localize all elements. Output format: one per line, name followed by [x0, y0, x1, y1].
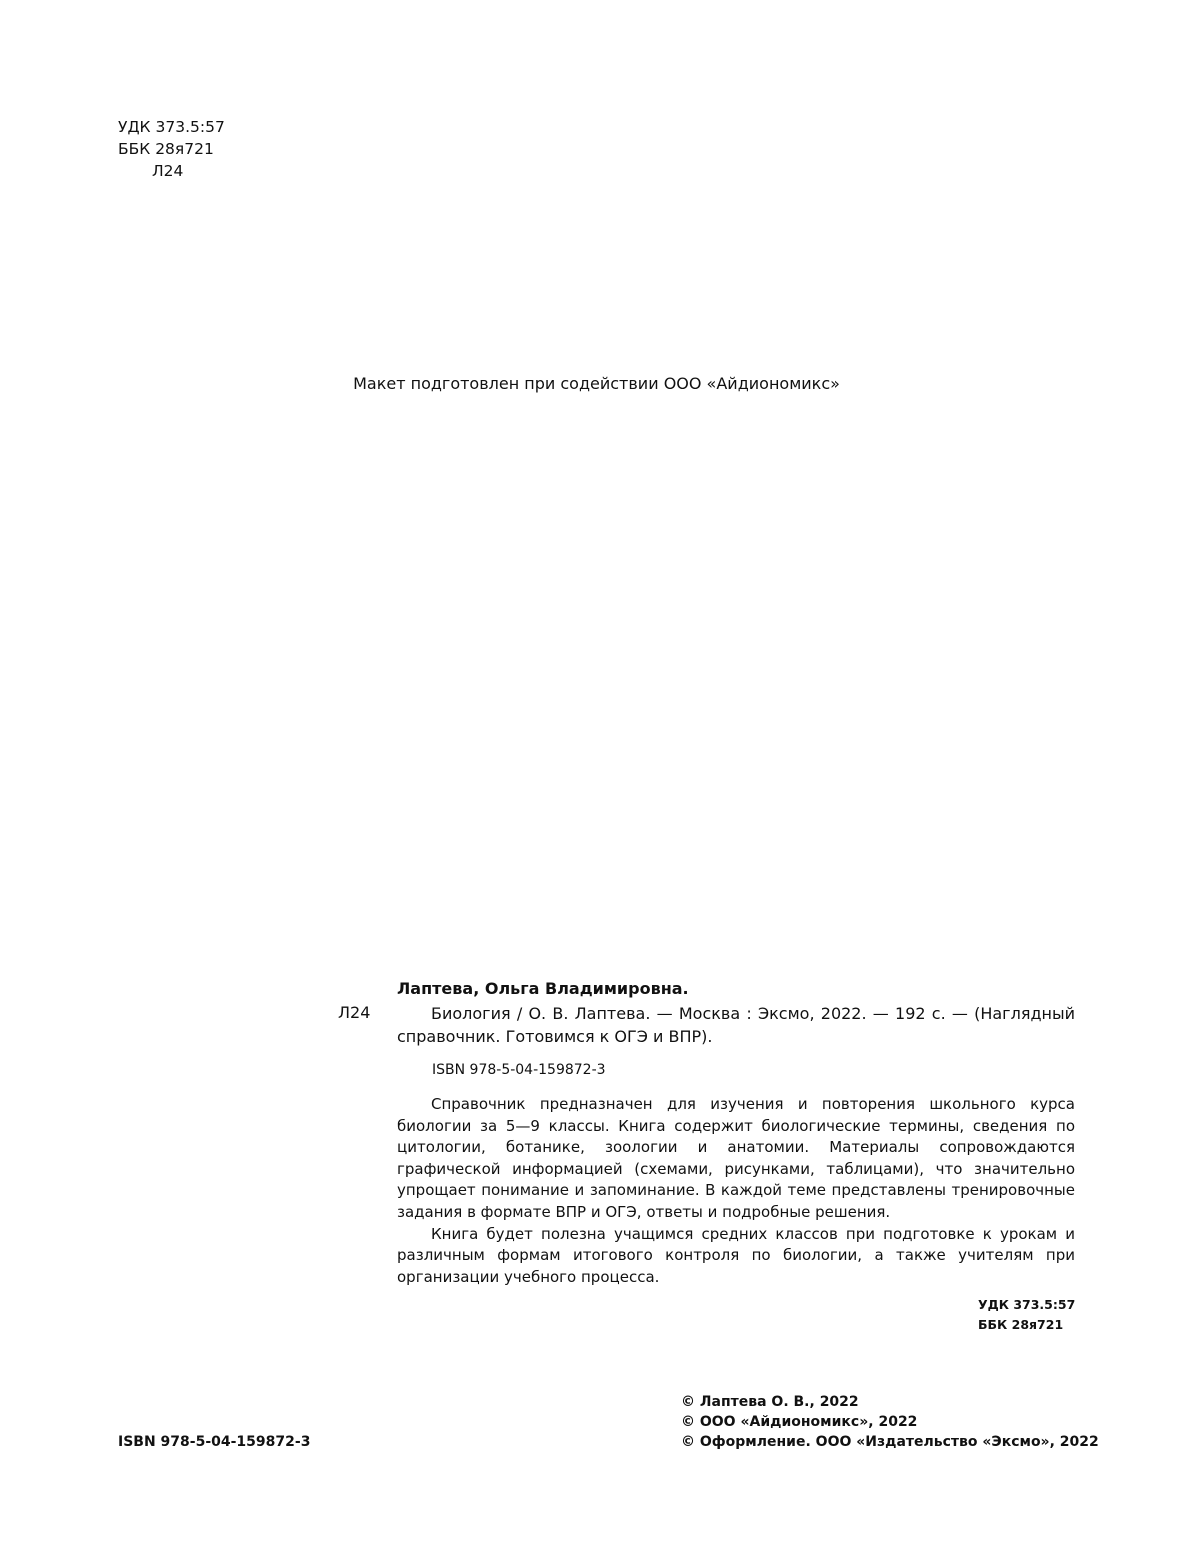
annotation-paragraph: Книга будет полезна учащимся средних классов при подготовке к урокам и различным формам итогового контроля по биологии, а также учителям при организации учебного процесса. — [397, 1224, 1075, 1286]
catalog-author: Лаптева, Ольга Владимировна. — [397, 979, 689, 998]
catalog-annotation — [397, 1094, 1075, 1288]
layout-note: Макет подготовлен при содействии ООО «Айдиономикс» — [353, 374, 840, 393]
top-udk-code: УДК 373.5:57 — [118, 118, 225, 136]
annotation-paragraph: Справочник предназначен для изучения и повторения школьного курса биологии за 5—9 классы. Книга содержит биологические термины, сведения по цитологии, ботанике, зоологии и анатомии. Материалы сопровождаются графической информацией (схемами, рисунками, таблицами), что значительно упрощает понимание и запоминание. В каждой теме представлены тренировочные задания в формате ВПР и ОГЭ, ответы и подробные решения. — [397, 1095, 1075, 1221]
catalog-description: Биология / О. В. Лаптева. — Москва : Эксмо, 2022. — 192 с. — (Наглядный справочник. Готовимся к ОГЭ и ВПР). — [397, 1004, 1075, 1046]
footer-isbn: ISBN 978-5-04-159872-3 — [118, 1434, 311, 1450]
catalog-author-mark: Л24 — [338, 1003, 371, 1022]
catalog-bbk-code: ББК 28я721 — [978, 1317, 1064, 1332]
copyright-block — [681, 1392, 1099, 1452]
top-author-mark: Л24 — [152, 162, 184, 180]
catalog-isbn: ISBN 978-5-04-159872-3 — [432, 1062, 606, 1078]
catalog-classification-codes — [978, 1295, 1075, 1335]
copyright-line: © Оформление. ООО «Издательство «Эксмо», 2022 — [681, 1434, 1099, 1450]
top-classification-codes — [118, 116, 225, 182]
copyright-line: © ООО «Айдиономикс», 2022 — [681, 1414, 918, 1430]
catalog-udk-code: УДК 373.5:57 — [978, 1297, 1076, 1312]
copyright-line: © Лаптева О. В., 2022 — [681, 1394, 859, 1410]
top-bbk-code: ББК 28я721 — [118, 140, 214, 158]
